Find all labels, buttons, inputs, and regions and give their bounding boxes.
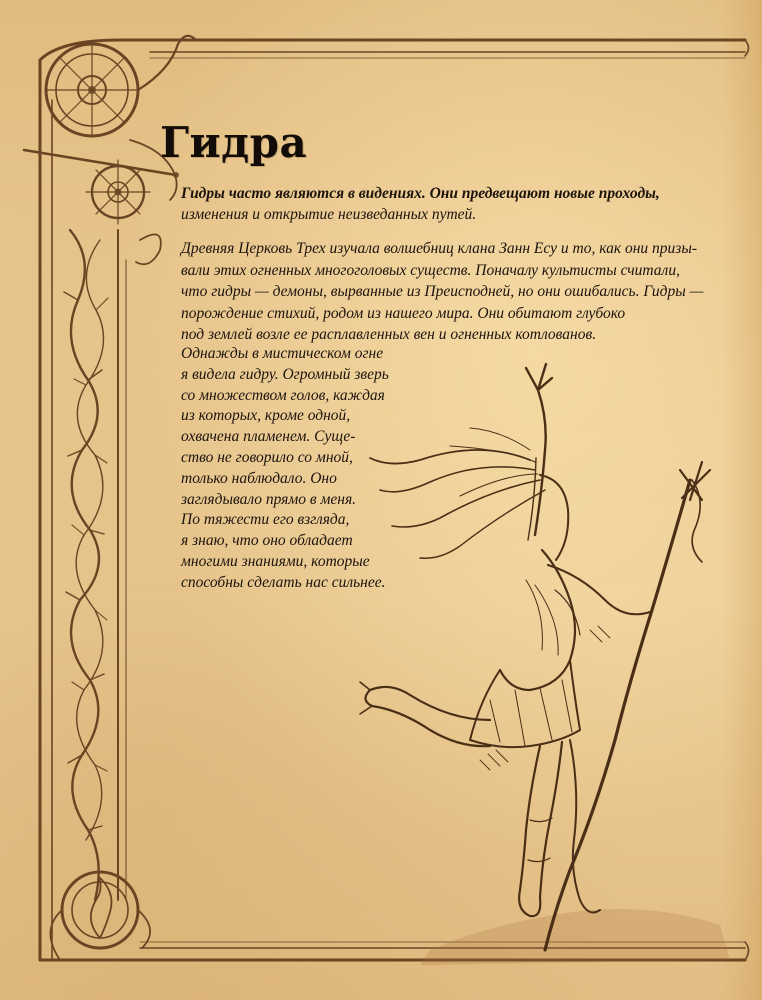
history-line: Древняя Церковь Трех изучала волшебниц клана Занн Есу и то, как они призы- — [181, 240, 697, 257]
vision-line: из которых, кроме одной, — [181, 407, 351, 425]
vision-line: По тяжести его взгляда, — [181, 511, 350, 529]
intro-lead: Гидры часто являются в видениях. Они предвещают новые проходы, — [181, 185, 660, 202]
vision-line: я знаю, что оно обладает — [181, 532, 353, 550]
vision-line: только наблюдало. Оно — [181, 469, 337, 487]
history-line: что гидры — демоны, вырванные из Преисподней, но они ошибались. Гидры — — [181, 283, 704, 300]
vision-line: я видела гидру. Огромный зверь — [181, 365, 389, 383]
history-line: под землей возле ее расплавленных вен и огненных котлованов. — [181, 326, 597, 343]
vision-line: многими знаниями, которые — [181, 552, 370, 570]
wizard-sketch — [330, 350, 750, 970]
vision-line: со множеством голов, каждая — [181, 386, 385, 404]
vision-line: охвачена пламенем. Суще- — [181, 428, 356, 446]
vision-line: способны сделать нас сильнее. — [181, 573, 386, 591]
page-title: Гидра — [160, 118, 308, 167]
vision-line: Однажды в мистическом огне — [181, 345, 384, 362]
intro-rest: изменения и открытие неизведанных путей. — [181, 206, 477, 223]
history-paragraph — [181, 238, 721, 346]
vision-line: ство не говорило со мной, — [181, 448, 353, 466]
history-line: вали этих огненных многоголовых существ. Поначалу культисты считали, — [181, 261, 680, 279]
vision-line: заглядывало прямо в меня. — [181, 490, 357, 508]
intro-paragraph — [181, 183, 721, 225]
history-line: порождение стихий, родом из нашего мира. Они обитают глубоко — [181, 304, 626, 322]
